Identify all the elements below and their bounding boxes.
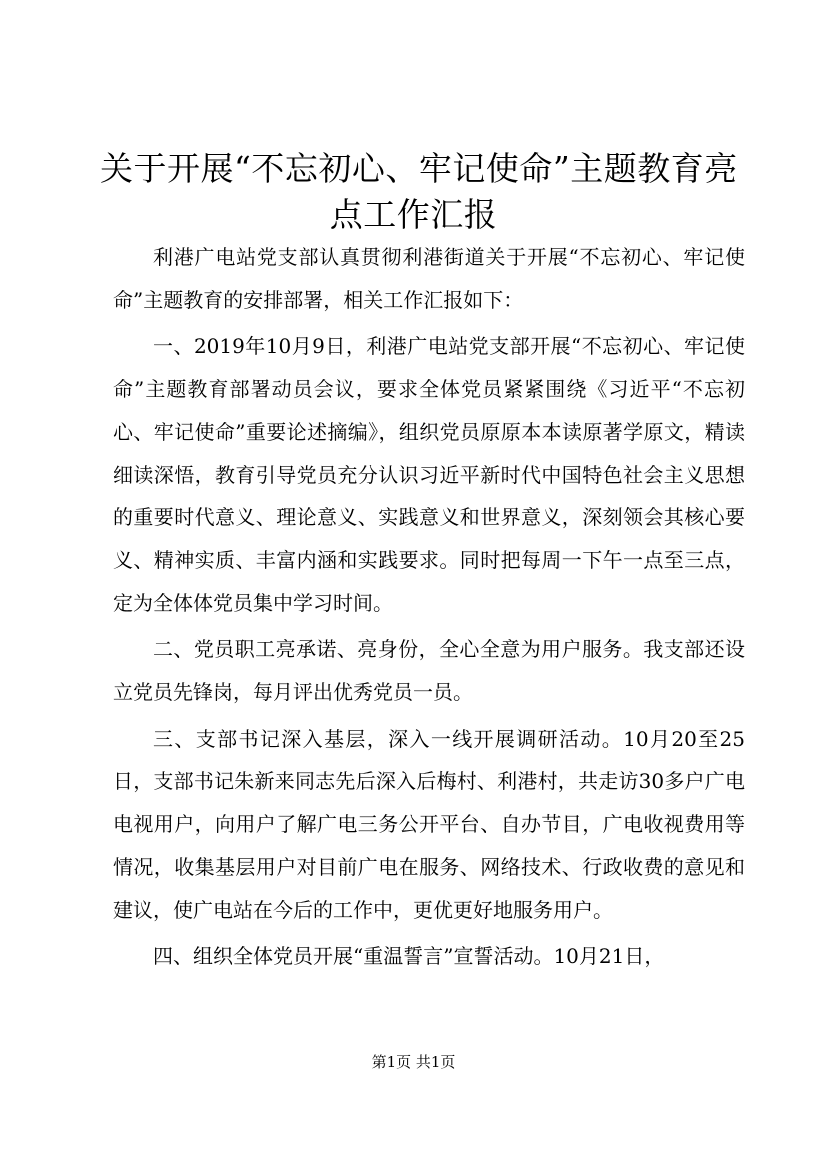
title-line-2: 点工作汇报 [329,195,498,234]
paragraph-item-4: 四、组织全体党员开展“重温誓言”宣誓活动。10月21日， [153,944,665,969]
page-footer: 第1页 共1页 [371,1053,456,1071]
paragraph-item-3: 三、支部书记深入基层，深入一线开展调研活动。10月20至25日，支部书记朱新来同志先后深入后梅村、利港村，共走访30多户广电电视用户，向用户了解广电三务公开平台、自办节目，广电收视费用等情况，收集基层用户对目前广电在服务、网络技术、行政收费的意见和建议，使广电站在今后的工作中，更优更好地服务用户。 [113,726,745,922]
document-body [113,236,745,982]
paragraph-item-2: 二、党员职工亮承诺、亮身份，全心全意为用户服务。我支部还设立党员先锋岗，每月评出优秀党员一员。 [113,637,745,705]
title-line-1: 关于开展“不忘初心、牢记使命”主题教育亮 [100,149,738,188]
document-title [100,146,738,238]
paragraph-item-1: 一、2019年10月9日，利港广电站党支部开展“不忘初心、牢记使命”主题教育部署动员会议，要求全体党员紧紧围绕《习近平“不忘初心、牢记使命”重要论述摘编》，组织党员原原本本读原著学原文，精读细读深悟，教育引导党员充分认识习近平新时代中国特色社会主义思想的重要时代意义、理论意义、实践意义和世界意义，深刻领会其核心要义、精神实质、丰富内涵和实践要求。同时把每周一下午一点至三点，定为全体体党员集中学习时间。 [113,334,745,615]
paragraph-intro: 利港广电站党支部认真贯彻利港街道关于开展“不忘初心、牢记使命”主题教育的安排部署，相关工作汇报如下： [113,245,745,312]
